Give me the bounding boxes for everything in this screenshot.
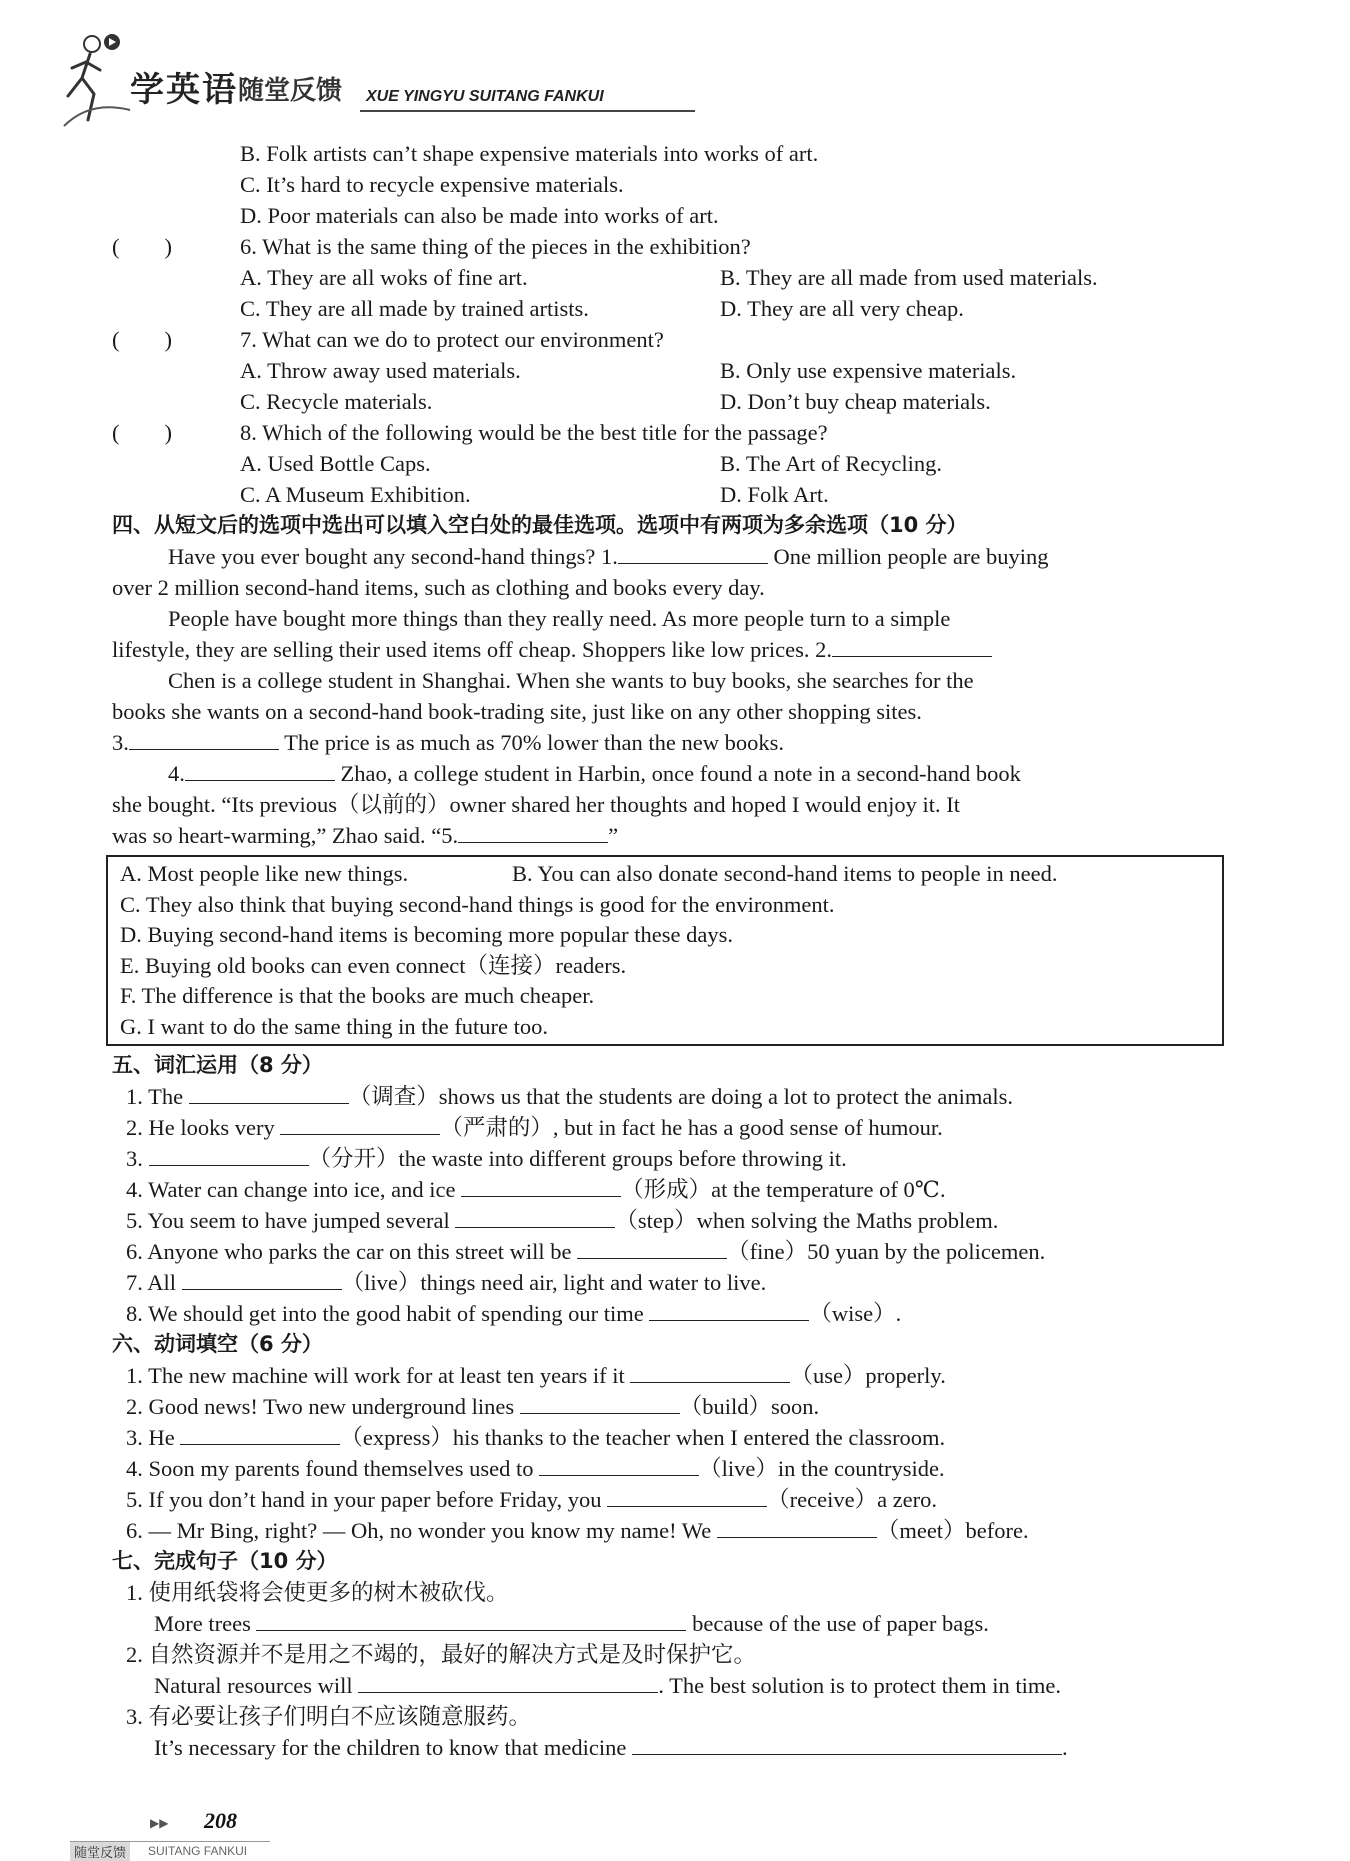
runner-mascot-icon [60, 30, 140, 130]
passage-line: books she wants on a second-hand book-trading site, just like on any other shopping sites. [112, 699, 922, 724]
q5-option-d: D. Poor materials can also be made into works of art. [240, 203, 719, 228]
question-8 [112, 417, 1212, 448]
passage-line: she bought. “Its previous（以前的）owner shared her thoughts and hoped I would enjoy it. It [112, 792, 960, 817]
passage-line: People have bought more things than they really need. As more people turn to a simple [168, 606, 951, 631]
q8-option-a: A. Used Bottle Caps. [240, 451, 431, 476]
option-b: B. You can also donate second-hand items to people in need. [512, 861, 1058, 886]
passage-line: was so heart-warming,” Zhao said. “5. ” [112, 820, 1212, 851]
answer-blank-2[interactable] [832, 634, 992, 657]
section-7-heading: 七、完成句子（10 分） [112, 1549, 338, 1573]
verb-item-4: 4. Soon my parents found themselves used to （live）in the countryside. [112, 1453, 1212, 1484]
option-a: A. Most people like new things. [120, 861, 409, 886]
answer-blank-5[interactable] [458, 820, 608, 843]
verb-item-1: 1. The new machine will work for at least ten years if it （use）properly. [112, 1360, 1212, 1391]
q6-option-d: D. They are all very cheap. [720, 296, 964, 321]
section-4-heading: 四、从短文后的选项中选出可以填入空白处的最佳选项。选项中有两项为多余选项（10 分） [112, 513, 968, 537]
answer-blank[interactable] [717, 1515, 877, 1538]
answer-blank[interactable] [280, 1112, 440, 1135]
question-stem: 6. What is the same thing of the pieces in the exhibition? [240, 234, 751, 259]
answer-bracket[interactable]: ( ) [112, 327, 172, 352]
sentence-1-chinese: 1. 使用纸袋将会使更多的树木被砍伐。 [126, 1580, 509, 1605]
answer-blank[interactable] [630, 1360, 790, 1383]
q6-option-c: C. They are all made by trained artists. [240, 296, 589, 321]
answer-blank[interactable] [180, 1422, 340, 1445]
page-number: 208 [204, 1808, 237, 1833]
question-stem: 8. Which of the following would be the best title for the passage? [240, 420, 828, 445]
passage-line: 3. The price is as much as 70% lower than the new books. [112, 727, 1212, 758]
header-rule [360, 110, 695, 112]
arrow-icon: ▶▶ [150, 1816, 169, 1830]
sentence-2-chinese: 2. 自然资源并不是用之不竭的，最好的解决方式是及时保护它。 [126, 1642, 757, 1667]
q7-option-a: A. Throw away used materials. [240, 358, 521, 383]
vocab-item-3: 3. （分开）the waste into different groups before throwing it. [112, 1143, 1212, 1174]
passage-line: lifestyle, they are selling their used items off cheap. Shoppers like low prices. 2. [112, 634, 1212, 665]
q6-options-ab [112, 262, 1212, 293]
vocab-item-8: 8. We should get into the good habit of spending our time （wise）. [112, 1298, 1212, 1329]
vocab-item-1: 1. The （调查）shows us that the students are doing a lot to protect the animals. [112, 1081, 1212, 1112]
answer-blank[interactable] [149, 1143, 309, 1166]
q8-option-d: D. Folk Art. [720, 482, 829, 507]
q6-options-cd [112, 293, 1212, 324]
blank-number: 3. [112, 730, 129, 755]
answer-blank[interactable] [607, 1484, 767, 1507]
verb-item-6: 6. — Mr Bing, right? — Oh, no wonder you know my name! We （meet）before. [112, 1515, 1212, 1546]
q7-option-b: B. Only use expensive materials. [720, 358, 1017, 383]
answer-blank-4[interactable] [185, 758, 335, 781]
option-row [120, 859, 1210, 890]
q7-options-ab [112, 355, 1212, 386]
blank-number: 5. [441, 823, 459, 848]
q8-option-c: C. A Museum Exhibition. [240, 482, 471, 507]
answer-blank[interactable] [189, 1081, 349, 1104]
brand-title-pinyin: XUE YINGYU SUITANG FANKUI [366, 88, 604, 105]
vocab-item-4: 4. Water can change into ice, and ice （形成）at the temperature of 0℃. [112, 1174, 1212, 1205]
vocab-item-5: 5. You seem to have jumped several （step）when solving the Maths problem. [112, 1205, 1212, 1236]
vocab-item-7: 7. All （live）things need air, light and water to live. [112, 1267, 1212, 1298]
answer-blank[interactable] [539, 1453, 699, 1476]
answer-blank[interactable] [358, 1670, 658, 1693]
option-g: G. I want to do the same thing in the future too. [120, 1013, 549, 1039]
question-6 [112, 231, 1212, 262]
q6-option-a: A. They are all woks of fine art. [240, 265, 528, 290]
page-header [60, 30, 660, 130]
q8-option-b: B. The Art of Recycling. [720, 451, 943, 476]
q8-options-ab [112, 448, 1212, 479]
sentence-3-english: It’s necessary for the children to know that medicine . [112, 1732, 1212, 1763]
q7-options-cd [112, 386, 1212, 417]
question-stem: 7. What can we do to protect our environment? [240, 327, 664, 352]
passage-line: over 2 million second-hand items, such as clothing and books every day. [112, 575, 765, 600]
vocab-item-2: 2. He looks very （严肃的）, but in fact he has a good sense of humour. [112, 1112, 1212, 1143]
q7-option-c: C. Recycle materials. [240, 389, 433, 414]
q6-option-b: B. They are all made from used materials. [720, 265, 1098, 290]
brand-subtitle: 随堂反馈 [238, 76, 343, 106]
answer-blank[interactable] [455, 1205, 615, 1228]
verb-item-5: 5. If you don’t hand in your paper before Friday, you （receive）a zero. [112, 1484, 1212, 1515]
question-7 [112, 324, 1212, 355]
blank-number: 4. [168, 761, 185, 786]
answer-blank[interactable] [649, 1298, 809, 1321]
brand-title: 学英语 [130, 70, 238, 110]
blank-number: 1. [601, 544, 618, 569]
passage-line: 4. Zhao, a college student in Harbin, once found a note in a second-hand book [112, 758, 1212, 789]
section-6-heading: 六、动词填空（6 分） [112, 1332, 323, 1356]
answer-blank[interactable] [461, 1174, 621, 1197]
passage-line: Have you ever bought any second-hand things? 1. One million people are buying [112, 541, 1212, 572]
answer-blank[interactable] [632, 1732, 1062, 1755]
verb-item-3: 3. He （express）his thanks to the teacher when I entered the classroom. [112, 1422, 1212, 1453]
footer-tag: 随堂反馈 [70, 1842, 130, 1861]
answer-blank[interactable] [256, 1608, 686, 1631]
answer-blank-1[interactable] [618, 541, 768, 564]
answer-blank[interactable] [577, 1236, 727, 1259]
answer-blank[interactable] [182, 1267, 342, 1290]
q5-option-b: B. Folk artists can’t shape expensive materials into works of art. [240, 141, 819, 166]
sentence-1-english: More trees because of the use of paper bags. [112, 1608, 1212, 1639]
answer-bracket[interactable]: ( ) [112, 420, 172, 445]
footer-tag-pinyin: SUITANG FANKUI [148, 1844, 248, 1858]
vocab-item-6: 6. Anyone who parks the car on this street will be （fine）50 yuan by the policemen. [112, 1236, 1212, 1267]
option-c: C. They also think that buying second-hand things is good for the environment. [120, 891, 835, 917]
option-f: F. The difference is that the books are much cheaper. [120, 983, 595, 1008]
sentence-3-chinese: 3. 有必要让孩子们明白不应该随意服药。 [126, 1704, 532, 1729]
sentence-2-english: Natural resources will . The best solution is to protect them in time. [112, 1670, 1212, 1701]
q5-option-c: C. It’s hard to recycle expensive materials. [240, 172, 624, 197]
options-box [106, 855, 1224, 1046]
answer-bracket[interactable]: ( ) [112, 234, 172, 259]
page-content [112, 138, 1212, 1763]
verb-item-2: 2. Good news! Two new underground lines （build）soon. [112, 1391, 1212, 1422]
passage-line: Chen is a college student in Shanghai. When she wants to buy books, she searches for the [168, 668, 974, 693]
page-footer [70, 1808, 470, 1861]
blank-number: 2. [815, 637, 833, 662]
section-5-heading: 五、词汇运用（8 分） [112, 1053, 323, 1077]
q8-options-cd [112, 479, 1212, 510]
answer-blank[interactable] [520, 1391, 680, 1414]
option-d: D. Buying second-hand items is becoming more popular these days. [120, 922, 734, 947]
q7-option-d: D. Don’t buy cheap materials. [720, 389, 991, 414]
answer-blank-3[interactable] [129, 727, 279, 750]
option-e: E. Buying old books can even connect（连接）readers. [120, 952, 627, 978]
